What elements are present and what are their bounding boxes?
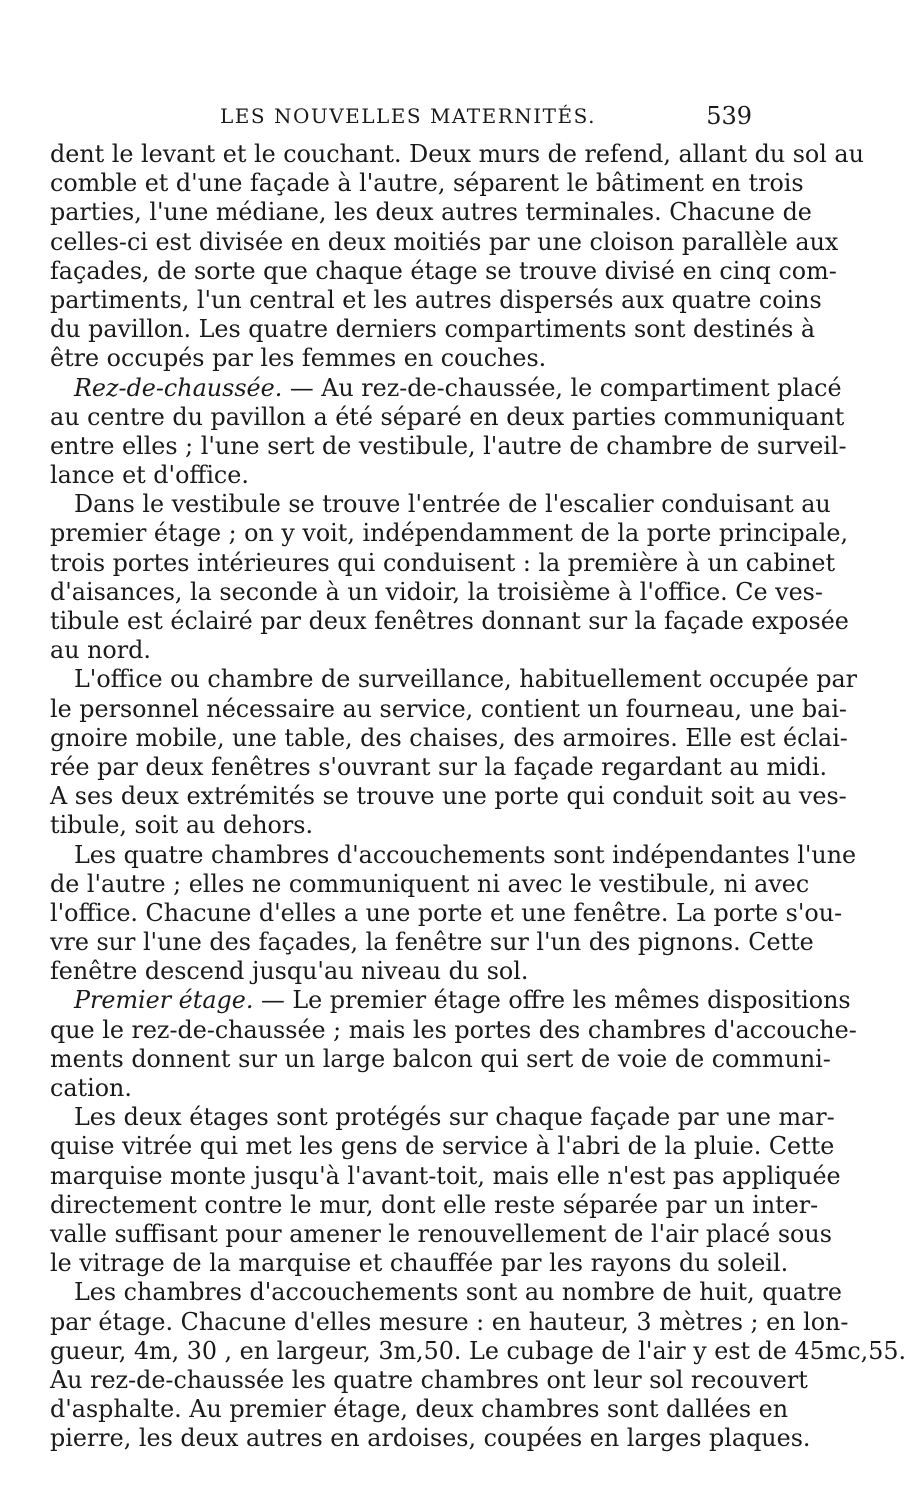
- line-text: marquise monte jusqu'à l'avant-toit, mais elle n'est pas appliquée: [50, 1161, 841, 1190]
- line-text: pierre, les deux autres en ardoises, coupées en larges plaques.: [50, 1424, 811, 1453]
- line-text: celles-ci est divisée en deux moitiés par une cloison parallèle aux: [50, 227, 839, 256]
- section-heading: Premier étage.: [74, 986, 254, 1015]
- line-text: gnoire mobile, une table, des chaises, des armoires. Elle est éclai-: [50, 723, 848, 752]
- text-line: [50, 256, 837, 286]
- text-line: [50, 577, 823, 607]
- line-text: du pavillon. Les quatre derniers compartiments sont destinés à: [50, 315, 816, 344]
- text-line: [50, 665, 858, 694]
- text-line: [50, 431, 847, 461]
- text-line: [50, 1161, 841, 1191]
- text-line: [50, 1132, 835, 1161]
- line-text: entre elles ; l'une sert de vestibule, l'autre de chambre de surveil-: [50, 431, 847, 460]
- text-line: [50, 1015, 857, 1045]
- line-text: au centre du pavillon a été séparé en deux parties communiquant: [50, 402, 845, 431]
- line-text: premier étage ; on y voit, indépendamment de la porte principale,: [50, 519, 849, 548]
- line-text: tibule, soit au dehors.: [50, 811, 314, 840]
- line-text: ments donnent sur un large balcon qui sert de voie de communi-: [50, 1044, 831, 1073]
- text-line: [50, 1424, 811, 1453]
- line-text: d'asphalte. Au premier étage, deux chambres sont dallées en: [50, 1395, 789, 1424]
- line-text: Les deux étages sont protégés sur chaque façade par une mar-: [74, 1103, 835, 1132]
- text-line: [50, 461, 752, 490]
- line-text: gueur, 4m, 30 , en largeur, 3m,50. Le cubage de l'air y est de 45mc,55.: [50, 1336, 906, 1365]
- text-line: [50, 869, 810, 899]
- text-line: [50, 344, 752, 373]
- text-line: [50, 1249, 789, 1278]
- text-line: [50, 1190, 819, 1220]
- line-text: lance et d'office.: [50, 461, 249, 490]
- line-text: Dans le vestibule se trouve l'entrée de l'escalier conduisant au: [74, 490, 831, 519]
- line-text: par étage. Chacune d'elles mesure : en hauteur, 3 mètres ; en lon-: [50, 1307, 849, 1336]
- text-line: [50, 490, 831, 519]
- line-text: — Au rez-de-chaussée, le compartiment placé: [282, 373, 842, 402]
- line-text: l'office. Chacune d'elles a une porte et une fenêtre. La porte s'ou-: [50, 898, 843, 927]
- text-line: [50, 636, 752, 665]
- text-line: [50, 1395, 789, 1424]
- line-text: A ses deux extrémités se trouve une porte qui conduit soit au ves-: [50, 782, 847, 811]
- line-text: au nord.: [50, 636, 151, 665]
- text-line: [50, 723, 848, 753]
- line-text: vre sur l'une des façades, la fenêtre sur l'un des pignons. Cette: [50, 928, 814, 957]
- text-line: [50, 1074, 752, 1103]
- page-header: [50, 104, 752, 138]
- line-text: de l'autre ; elles ne communiquent ni avec le vestibule, ni avec: [50, 869, 810, 898]
- text-line: [50, 315, 816, 344]
- text-line: [50, 1044, 831, 1074]
- text-line: [50, 694, 847, 724]
- line-text: que le rez-de-chaussée ; mais les portes des chambres d'accouche-: [50, 1015, 857, 1044]
- line-text: quise vitrée qui met les gens de service à l'abri de la pluie. Cette: [50, 1132, 835, 1161]
- line-text: rée par deux fenêtres s'ouvrant sur la façade regardant au midi.: [50, 752, 828, 781]
- text-line: [50, 402, 845, 432]
- text-line: [50, 957, 752, 986]
- line-text: partiments, l'un central et les autres dispersés aux quatre coins: [50, 285, 822, 314]
- line-text: le personnel nécessaire au service, contient un fourneau, une bai-: [50, 694, 847, 723]
- text-line: [50, 1219, 832, 1249]
- text-line: [50, 169, 804, 198]
- text-line: [50, 1365, 808, 1395]
- line-text: Les quatre chambres d'accouchements sont indépendantes l'une: [74, 840, 857, 869]
- text-line: [50, 607, 849, 636]
- line-text: façades, de sorte que chaque étage se trouve divisé en cinq com-: [50, 256, 837, 285]
- text-line: [50, 782, 847, 811]
- text-line: [50, 1307, 849, 1337]
- page-number: 539: [706, 102, 752, 130]
- running-title: LES NOUVELLES MATERNITÉS.: [220, 104, 596, 128]
- text-line: [50, 1103, 835, 1132]
- line-text: directement contre le mur, dont elle reste séparée par un inter-: [50, 1190, 819, 1219]
- text-line: [50, 928, 814, 957]
- text-line: [50, 840, 857, 870]
- text-line: [50, 811, 752, 840]
- text-line: [50, 986, 851, 1015]
- line-text: être occupés par les femmes en couches.: [50, 344, 547, 373]
- body-text: [50, 140, 906, 1453]
- text-line: [50, 198, 812, 227]
- line-text: parties, l'une médiane, les deux autres terminales. Chacune de: [50, 198, 812, 227]
- line-text: le vitrage de la marquise et chauffée par les rayons du soleil.: [50, 1249, 789, 1278]
- section-heading: Rez-de-chaussée.: [74, 373, 283, 402]
- text-line: [50, 285, 822, 315]
- line-text: Les chambres d'accouchements sont au nombre de huit, quatre: [74, 1278, 843, 1307]
- line-text: tibule est éclairé par deux fenêtres donnant sur la façade exposée: [50, 607, 849, 635]
- text-line: [50, 548, 836, 578]
- line-text: cation.: [50, 1074, 132, 1102]
- line-text: comble et d'une façade à l'autre, séparent le bâtiment en trois: [50, 169, 804, 198]
- line-text: Au rez-de-chaussée les quatre chambres ont leur sol recouvert: [50, 1365, 808, 1394]
- text-line: [50, 752, 828, 782]
- line-text: fenêtre descend jusqu'au niveau du sol.: [50, 957, 529, 986]
- line-text: trois portes intérieures qui conduisent : la première à un cabinet: [50, 548, 836, 577]
- line-text: d'aisances, la seconde à un vidoir, la troisième à l'office. Ce ves-: [50, 577, 823, 606]
- text-line: [50, 519, 849, 548]
- line-text: valle suffisant pour amener le renouvellement de l'air placé sous: [50, 1219, 832, 1248]
- text-line: [50, 1278, 843, 1307]
- line-text: dent le levant et le couchant. Deux murs de refend, allant du sol au: [50, 140, 864, 168]
- text-line: [50, 227, 839, 257]
- text-line: [50, 373, 842, 403]
- line-text: L'office ou chambre de surveillance, habituellement occupée par: [74, 665, 858, 694]
- text-line: [50, 140, 864, 169]
- text-line: [50, 1336, 906, 1366]
- text-line: [50, 898, 843, 928]
- line-text: — Le premier étage offre les mêmes dispositions: [253, 986, 851, 1015]
